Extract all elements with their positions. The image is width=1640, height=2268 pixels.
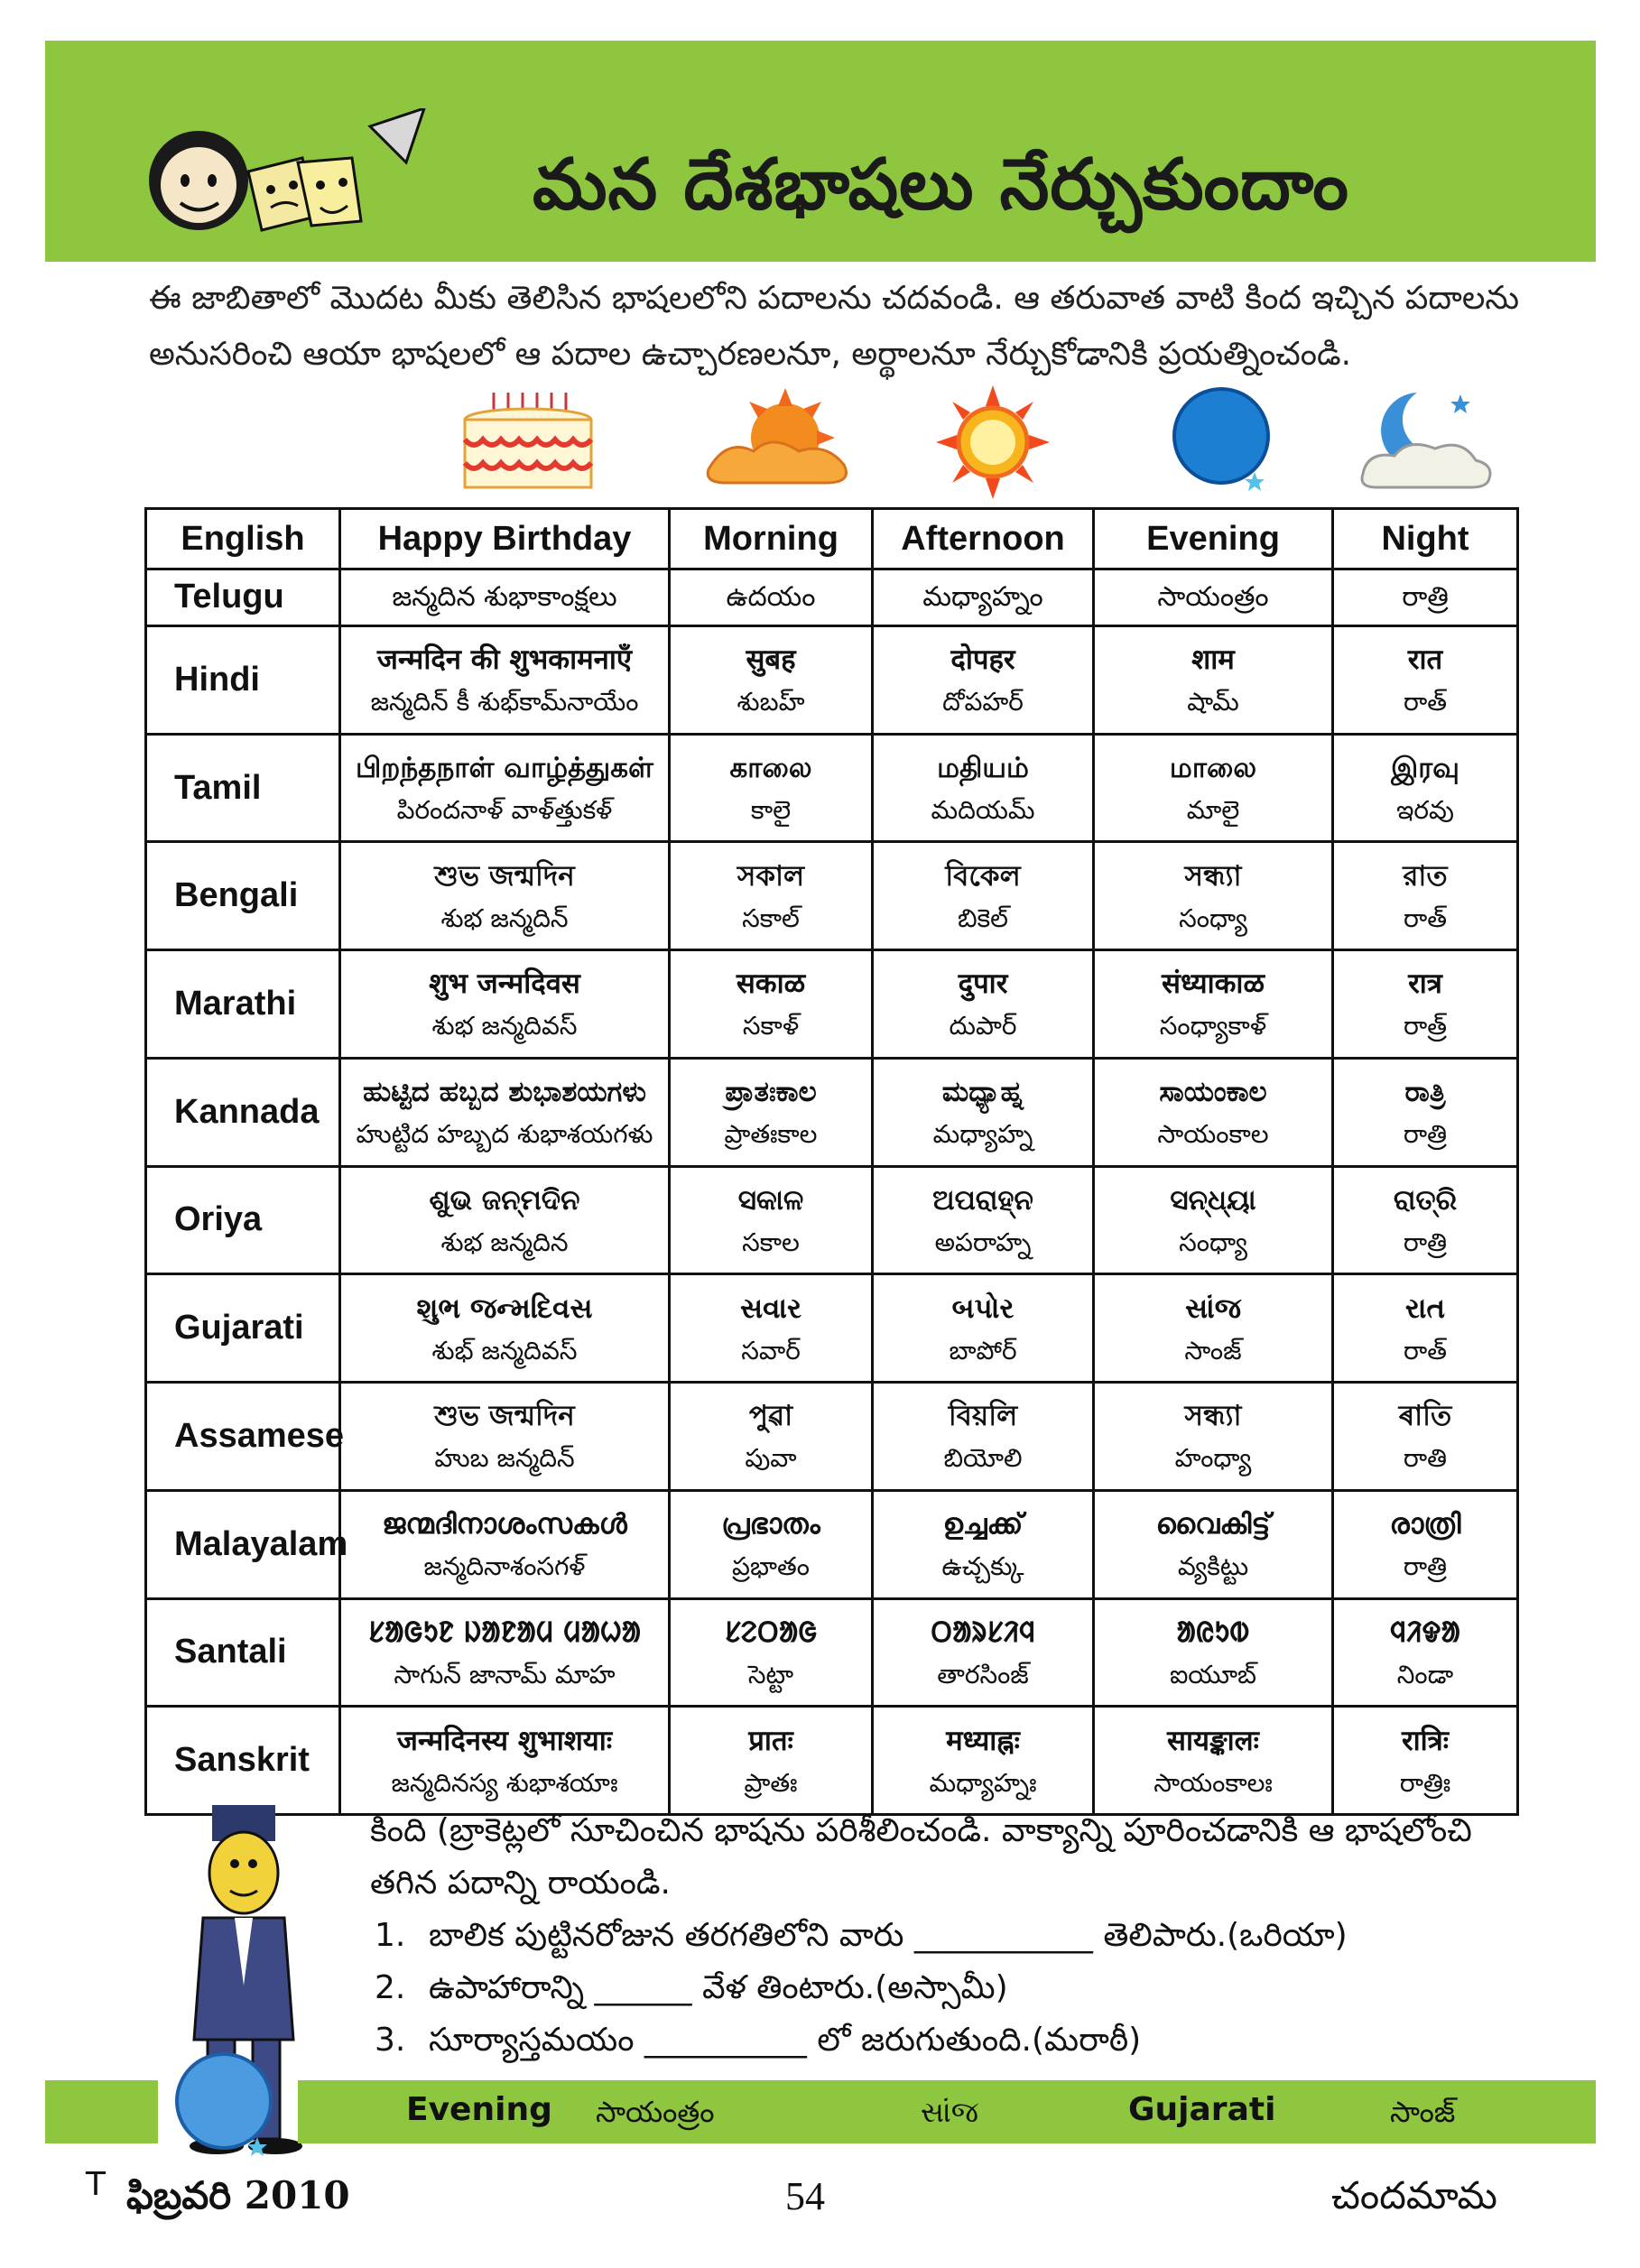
header-night: Night [1333,509,1518,569]
word-cell [873,1707,1094,1815]
answer-gujarati: Gujarati [1128,2091,1276,2128]
native-word: સવાર [739,1291,802,1325]
word-cell [1333,625,1518,734]
telugu-transliteration: సాయంకాల [1157,1119,1269,1150]
lang-name: Assamese [146,1383,340,1491]
native-word: ସକାଳ [737,1183,804,1217]
telugu-transliteration: సాయంకాలః [1154,1767,1273,1798]
word-cell [873,1598,1094,1707]
native-word: രാത്രി [1389,1508,1461,1541]
telugu-word: రాత్రి [1402,580,1449,613]
native-word: ಪ್ರಾತಃಕಾಲ [725,1076,817,1109]
lang-name: Hindi [146,625,340,734]
native-word: ᱥᱮᱛᱟᱜ [724,1615,818,1649]
telugu-transliteration: బికెల్ [957,903,1009,933]
table-row [146,1058,1518,1166]
telugu-transliteration: పిరందనాళ్ వాళ్‌త్తుకళ్ [396,795,613,825]
word-cell [1094,734,1333,842]
word-cell [670,842,873,950]
word-cell [340,1383,670,1491]
telugu-transliteration: రాత్ర్ [1403,1011,1448,1041]
word-cell [340,625,670,734]
telugu-transliteration: జన్మదిన్ కీ శుభ్‌కామ్‌నాయేం [370,687,639,717]
word-cell [670,1058,873,1166]
word-cell [670,1383,873,1491]
telugu-transliteration: ఉచ్చక్కు [941,1551,1024,1582]
word-cell [670,1707,873,1815]
lang-name: Gujarati [146,1274,340,1383]
quiz-question [370,1962,1543,2014]
native-word: रात्र [1408,967,1442,1001]
telugu-transliteration: సకాల [742,1227,800,1257]
native-word: सकाळ [736,967,806,1001]
word-cell [873,950,1094,1059]
native-word: ରାତ୍ରି [1393,1183,1458,1217]
native-word: বিকেল [945,859,1021,893]
lang-name: Bengali [146,842,340,950]
word-cell [873,1058,1094,1166]
native-word: ᱟᱭᱩᱵ [1176,1615,1250,1649]
sun-icon [934,384,1052,501]
telugu-transliteration: కాలై [750,795,792,825]
telugu-transliteration: రాత్రి [1403,1551,1448,1582]
native-word: ᱧᱤᱫᱟ [1390,1615,1460,1649]
native-word: સાંજ [1184,1291,1242,1325]
word-cell [1094,1058,1333,1166]
table-row [146,1707,1518,1815]
native-word: সন্ধ্যা [1184,1400,1242,1433]
theatre-masks-mascot-icon [135,108,433,280]
telugu-transliteration: శుభ జన్మదివస్ [431,1011,578,1041]
word-cell [1094,1490,1333,1598]
moon-icon [171,2049,280,2157]
native-word: રાત [1404,1291,1446,1325]
telugu-transliteration: మధ్యాహ్నః [929,1767,1037,1798]
native-word: ഉച്ചക്ക് [942,1508,1024,1541]
lang-name: Telugu [146,569,340,626]
word-cell [1094,842,1333,950]
native-word: ଶୁଭ ଜନ୍ମଦିନ [429,1183,580,1217]
word-cell [670,1598,873,1707]
native-word: जन्मदिन की शुभकामनाएँ [376,643,633,677]
telugu-transliteration: సంధ్యా [1179,903,1247,933]
table-row [146,1490,1518,1598]
word-cell [670,1274,873,1383]
native-word: ജന്മദിനാശംസകൾ [382,1508,627,1541]
native-word: ರಾತ್ರಿ [1404,1076,1446,1109]
telugu-transliteration: దుపార్ [949,1011,1017,1041]
bottom-banner-left [45,2080,158,2143]
rising-sun-icon [700,384,862,492]
telugu-transliteration: సంధ్యాకాళ్ [1159,1011,1267,1041]
telugu-transliteration: బియోలి [943,1443,1023,1474]
word-cell [1333,1383,1518,1491]
table-row [146,1274,1518,1383]
native-word: रात [1407,643,1443,677]
crescent-moon-cloud-icon [1354,384,1498,492]
word-cell [1094,1707,1333,1815]
table-row [146,625,1518,734]
word-cell [1333,950,1518,1059]
word-cell [1094,950,1333,1059]
word-cell [1094,1166,1333,1274]
telugu-transliteration: వ్యకిట్టు [1177,1551,1249,1582]
native-word: மதியம் [937,752,1029,784]
telugu-transliteration: హంధ్యా [1174,1443,1252,1474]
lang-name: Tamil [146,734,340,842]
native-word: വൈകിട്ട് [1155,1508,1271,1541]
telugu-transliteration: సెట్టా [747,1659,794,1689]
telugu-word: జన్మదిన శుభాకాంక్షలు [392,580,617,613]
word-cell [1333,1274,1518,1383]
telugu-transliteration: రాత్ [1403,903,1448,933]
word-cell [340,569,670,626]
telugu-transliteration: రాత్ [1403,687,1448,717]
word-cell [1333,1598,1518,1707]
word-cell [670,1490,873,1598]
telugu-transliteration: పువా [745,1443,797,1474]
word-cell [1094,1598,1333,1707]
native-word: ಸಾಯಂಕಾಲ [1159,1076,1267,1109]
word-cell [670,734,873,842]
native-word: ಹುಟ್ಟಿದ ಹಬ್ಬದ ಶುಭಾಶಯಗಳು [362,1076,647,1109]
native-word: दुपार [958,967,1008,1001]
native-word: ସନ୍ଧ୍ୟା [1170,1183,1256,1217]
word-cell [873,1274,1094,1383]
question-number: 2. [375,1969,406,2006]
word-cell [1094,625,1333,734]
native-word: ᱥᱟᱜᱩᱱ ᱡᱟᱱᱟᱢ ᱢᱟᱦᱟ [367,1615,642,1649]
telugu-transliteration: ఐయూబ్ [1169,1659,1257,1689]
header-evening: Evening [1094,509,1333,569]
native-word: मध्याह्नः [946,1724,1020,1757]
quiz-question [370,2014,1543,2067]
telugu-transliteration: జన్మదినాశంసగళ్ [423,1551,586,1582]
telugu-word: ఉదయం [726,580,816,613]
native-word: दोपहर [950,643,1015,677]
word-cell [873,734,1094,842]
intro-line-1: ఈ జాబితాలో మొదట మీకు తెలిసిన భాషలలోని పదాలను చదవండి. ఆ తరువాత వాటి కింద ఇచ్చిన పదాలను [149,280,1520,317]
telugu-transliteration: రాత్ [1403,1335,1448,1365]
answer-evening-gujarati: સાંજ [921,2095,979,2129]
word-cell [340,842,670,950]
telugu-transliteration: ప్రభాతం [732,1551,810,1582]
answer-strip [298,2080,1596,2143]
word-cell [340,950,670,1059]
telugu-transliteration: హుట్టిద హబ్బద శుభాశయగళు [356,1119,653,1150]
telugu-transliteration: శుభ జన్మదిన [440,1227,569,1257]
word-cell [1094,1274,1333,1383]
word-cell [340,1490,670,1598]
lang-name: Kannada [146,1058,340,1166]
issue-date: ఫిబ్రవరి 2010 [126,2173,350,2217]
question-text: సూర్యాస్తమయం __________ లో జరుగుతుంది.(మరాఠీ) [429,2022,1142,2059]
telugu-transliteration: రాత్రి [1403,1227,1448,1257]
native-word: বিয়লি [948,1400,1018,1433]
word-cell [873,1166,1094,1274]
native-word: பிறந்தநாள் வாழ்த்துகள் [356,752,653,784]
telugu-transliteration: సకాళ్ [742,1011,800,1041]
native-word: ৰাতি [1398,1400,1452,1433]
native-word: शुभ जन्मदिवस [429,967,580,1001]
telugu-transliteration: ఇరవు [1396,795,1454,825]
table-row-telugu [146,569,1518,626]
native-word: ଅପରାହ୍ନ [932,1183,1033,1217]
quiz-instructions: కింది (బ్రాకెట్లలో సూచించిన భాషను పరిశీలించండి. వాక్యాన్ని పూరించడానికి ఆ భాషలోంచి తగిన పదాన్ని రాయండి. [370,1812,1472,1902]
telugu-transliteration: నిండా [1396,1659,1454,1689]
telugu-word: సాయంత్రం [1157,580,1269,613]
word-cell [670,569,873,626]
quiz-section [370,1805,1543,2067]
telugu-transliteration: మధ్యాహ్న [932,1119,1033,1150]
telugu-transliteration: శుభ జన్మదిన్ [440,903,569,933]
word-cell [873,1490,1094,1598]
telugu-transliteration: శుబహ్ [737,687,805,717]
word-cell [1333,1058,1518,1166]
native-word: प्रातः [748,1724,793,1757]
telugu-transliteration: రాత్రి [1403,1119,1448,1150]
word-cell [340,734,670,842]
question-number: 1. [375,1917,406,1954]
native-word: सुबह [746,643,796,677]
telugu-transliteration: రాతి [1403,1443,1448,1474]
word-cell [1094,1383,1333,1491]
native-word: શુભ જન્મદિવસ [416,1291,593,1325]
word-cell [340,1274,670,1383]
language-table [144,507,1519,1816]
question-text: బాలిక పుట్టినరోజున తరగతిలోని వారు ___________ తెలిపారు.(ఒరియా) [429,1917,1348,1954]
telugu-transliteration: సవార్ [741,1335,801,1365]
birthday-cake-icon [456,384,600,501]
telugu-transliteration: ప్రాతఃకాల [724,1119,818,1150]
native-word: संध्याकाळ [1161,967,1265,1001]
word-cell [873,625,1094,734]
telugu-transliteration: శుభ్ జన్మదివస్ [431,1335,578,1365]
native-word: পুৱা [748,1400,793,1433]
lang-name: Oriya [146,1166,340,1274]
telugu-transliteration: మాలై [1186,795,1240,825]
lang-name: Marathi [146,950,340,1059]
word-cell [670,1166,873,1274]
table-row [146,734,1518,842]
page-number: 54 [785,2174,825,2218]
question-number: 3. [375,2022,406,2059]
telugu-transliteration: బాపోర్ [949,1335,1017,1365]
word-cell [873,1383,1094,1491]
header-morning: Morning [670,509,873,569]
native-word: மாலை [1169,752,1257,784]
native-word: ಮಧ್ಯಾಹ್ನ [941,1076,1024,1109]
table-row [146,1598,1518,1707]
telugu-transliteration: ప్రాతః [744,1767,798,1798]
table-row [146,1383,1518,1491]
native-word: শুভ জন্মদিন [434,1400,575,1433]
native-word: இரவு [1391,752,1459,784]
telugu-transliteration: సకాల్ [742,903,800,933]
header-english: English [146,509,340,569]
native-word: जन्मदिनस्य शुभाशयाः [396,1724,613,1757]
native-word: সন্ধ্যা [1184,859,1242,893]
telugu-transliteration: సాగున్ జానామ్ మాహ [394,1659,616,1689]
native-word: બપોર [951,1291,1015,1325]
telugu-transliteration: దోపహర్ [942,687,1024,717]
telugu-transliteration: సంధ్యా [1179,1227,1247,1257]
header-happy-birthday: Happy Birthday [340,509,670,569]
word-cell [670,625,873,734]
word-cell [1333,842,1518,950]
native-word: ᱛᱟᱨᱥᱤᱧ [930,1615,1036,1649]
table-row [146,1166,1518,1274]
native-word: காலை [729,752,812,784]
word-cell [1333,569,1518,626]
quiz-question [370,1910,1543,1962]
telugu-transliteration: హుబ జన్మదిన్ [434,1443,575,1474]
native-word: সকাল [737,859,805,893]
moon-icon [1169,384,1277,492]
native-word: रात्रिः [1401,1724,1450,1757]
magazine-name: చందమామ [1331,2173,1497,2217]
telugu-transliteration: షామ్ [1187,687,1239,717]
word-cell [873,842,1094,950]
footer-mark: T [86,2166,106,2203]
word-cell [1333,734,1518,842]
word-cell [1094,569,1333,626]
telugu-transliteration: అపరాహ్న [934,1227,1032,1257]
native-word: शाम [1191,643,1235,677]
table-row [146,842,1518,950]
page-title: మన దేశభాషలు నేర్చుకుందాం [533,144,1349,226]
table-row [146,950,1518,1059]
word-cell [340,1058,670,1166]
intro-line-2: అనుసరించి ఆయా భాషలలో ఆ పదాల ఉచ్చారణలనూ, అర్థాలనూ నేర్చుకోడానికి ప్రయత్నించండి. [149,336,1352,373]
native-word: सायङ्कालः [1167,1724,1259,1757]
telugu-transliteration: రాత్రిః [1399,1767,1451,1798]
telugu-transliteration: తారసింజ్ [937,1659,1029,1689]
telugu-transliteration: మదియమ్ [931,795,1035,825]
header-afternoon: Afternoon [873,509,1094,569]
word-cell [873,569,1094,626]
word-cell [1333,1490,1518,1598]
lang-name: Santali [146,1598,340,1707]
answer-evening: Evening [406,2091,552,2128]
word-cell [670,950,873,1059]
answer-evening-telugu: సాయంత్రం [596,2095,715,2129]
word-cell [340,1598,670,1707]
telugu-word: మధ్యాహ్నం [922,580,1043,613]
word-cell [340,1166,670,1274]
native-word: പ്രഭാതം [721,1508,820,1541]
intro-text [149,271,1530,383]
word-cell [1333,1707,1518,1815]
answer-gujarati-pronunciation: సాంజ్ [1390,2095,1456,2129]
question-text: ఉపాహారాన్ని ______ వేళ తింటారు.(అస్సామీ) [429,1969,1008,2006]
lang-name: Sanskrit [146,1707,340,1815]
telugu-transliteration: సాంజ్ [1184,1335,1242,1365]
native-word: রাত [1403,859,1448,893]
telugu-transliteration: జన్మదినస్య శుభాశయాః [391,1767,618,1798]
lang-name: Malayalam [146,1490,340,1598]
table-header-row [146,509,1518,569]
native-word: শুভ জন্মদিন [434,859,575,893]
time-of-day-icons [0,384,1640,510]
word-cell [1333,1166,1518,1274]
word-cell [340,1707,670,1815]
page-footer [0,2166,1640,2238]
